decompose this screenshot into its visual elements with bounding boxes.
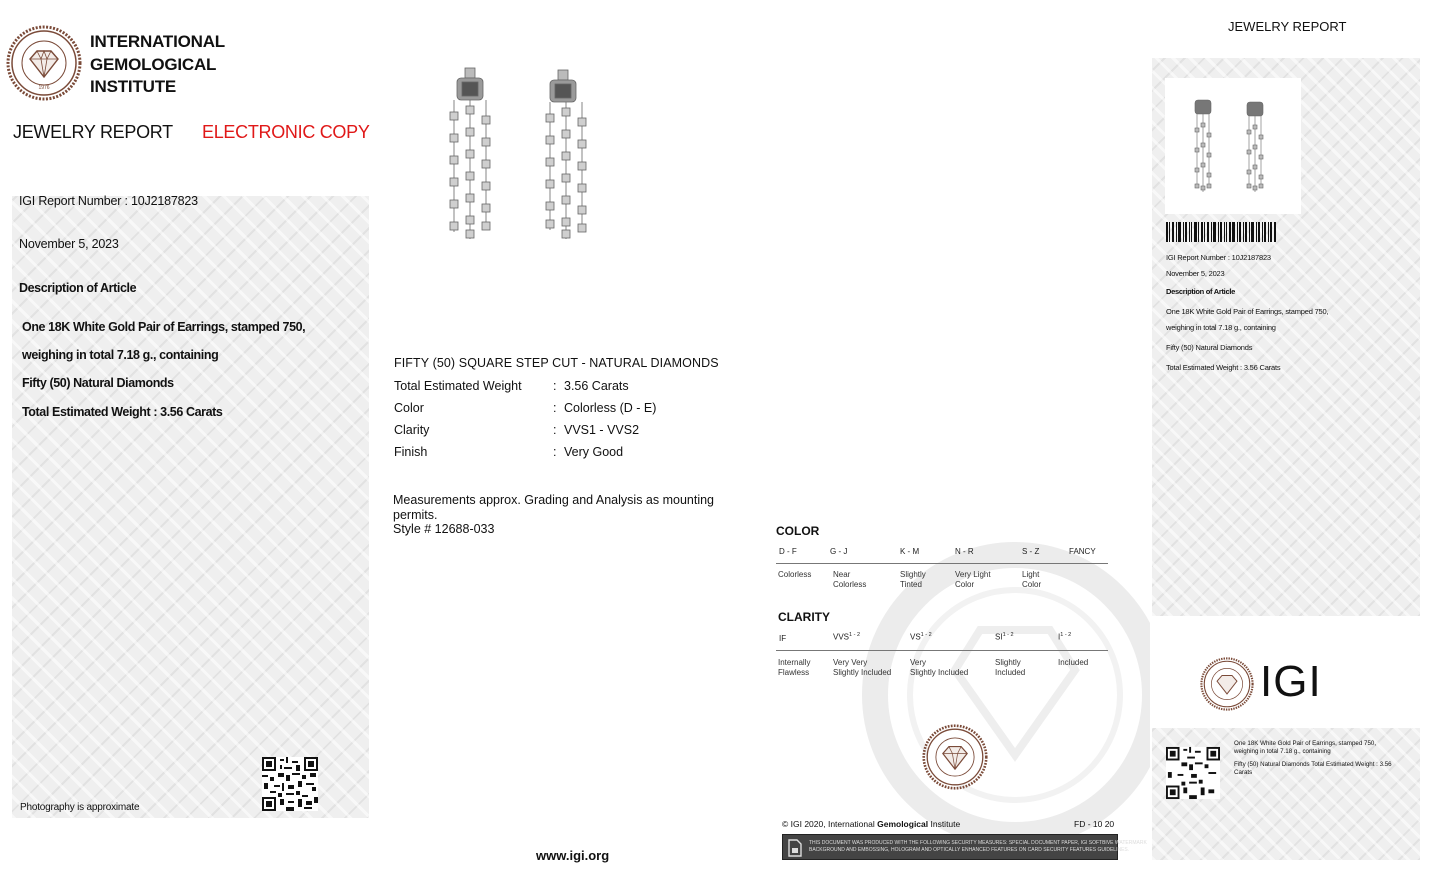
spec-row [394, 401, 734, 415]
card-line: One 18K White Gold Pair of Earrings, stamped 750, [1234, 740, 1377, 747]
card-line: Fifty (50) Natural Diamonds Total Estimated Weight : 3.56 [1234, 761, 1392, 768]
right-report-number: IGI Report Number : 10J2187823 [1166, 253, 1271, 262]
spec-value: VVS1 - VVS2 [564, 423, 640, 437]
color-grade: D - F [779, 547, 797, 556]
institute-line: GEMOLOGICAL [90, 54, 217, 74]
right-description-heading: Description of Article [1166, 287, 1235, 296]
spec-label: Finish [394, 445, 428, 459]
spec-separator: : [553, 379, 557, 393]
color-grade: FANCY [1069, 547, 1096, 556]
description-line: Fifty (50) Natural Diamonds [22, 376, 174, 390]
measurement-notes [393, 493, 714, 537]
card-line: Carats [1234, 769, 1253, 776]
spec-label: Clarity [394, 423, 430, 437]
clarity-grade: IF [779, 634, 787, 643]
spec-value: Colorless (D - E) [564, 401, 657, 415]
description-heading: Description of Article [19, 281, 137, 295]
clarity-description: Internally Flawless [778, 658, 811, 677]
color-grade: S - Z [1022, 547, 1040, 556]
spec-row [394, 423, 734, 437]
clarity-grade: $I^{1 - 2}$ [1058, 632, 1072, 642]
card-line: weighing in total 7.18 g., containing [1234, 748, 1331, 755]
right-qr-code [1166, 745, 1220, 801]
earrings-thumbnail [1165, 78, 1301, 214]
right-description-line: One 18K White Gold Pair of Earrings, stamped 750, [1166, 307, 1329, 316]
photo-note: Photography is approximate [20, 802, 140, 813]
clarity-scale-divider [776, 650, 1108, 651]
document-icon [787, 839, 803, 857]
report-date: November 5, 2023 [19, 237, 119, 251]
report-title: JEWELRY REPORT [13, 122, 173, 142]
right-description-line: Total Estimated Weight : 3.56 Carats [1166, 363, 1281, 372]
color-grade: K - M [900, 547, 920, 556]
copyright: © IGI 2020, International Gemological Institute [782, 819, 961, 829]
spec-label: Color [394, 401, 424, 415]
spec-label: Total Estimated Weight [394, 379, 522, 393]
description-line: Total Estimated Weight : 3.56 Carats [22, 405, 223, 419]
color-description: Near Colorless [833, 570, 867, 589]
top-right-title: JEWELRY REPORT [1228, 19, 1347, 34]
color-grade: N - R [955, 547, 974, 556]
color-description: Light Color [1022, 570, 1042, 589]
qr-code [262, 757, 318, 811]
color-description: Very Light Color [955, 570, 991, 589]
security-strip [782, 834, 1147, 860]
clarity-grade: SI$^{1 - 2}$ [995, 632, 1014, 642]
clarity-description: Included [1058, 658, 1089, 667]
watermark-seal [850, 520, 1150, 840]
clarity-grade: VS$^{1 - 2}$ [910, 632, 932, 642]
igi-logo-text: IGI [1260, 657, 1322, 706]
clarity-description: Very Very Slightly Included [833, 658, 892, 677]
description-line: weighing in total 7.18 g., containing [22, 348, 219, 362]
color-scale-divider [776, 563, 1108, 564]
igi-seal-small [1200, 657, 1254, 711]
color-scale-title: COLOR [776, 524, 820, 538]
institute-name [90, 31, 225, 99]
website: www.igi.org [536, 848, 610, 863]
institute-line: INTERNATIONAL [90, 32, 225, 51]
seal-year: 1976 [38, 85, 50, 91]
right-description-line: weighing in total 7.18 g., containing [1166, 323, 1276, 332]
clarity-scale-title: CLARITY [778, 610, 830, 624]
color-grade: G - J [830, 547, 848, 556]
clarity-grade: VVS$^{1 - 2}$ [833, 632, 861, 642]
specs-heading: FIFTY (50) SQUARE STEP CUT - NATURAL DIAMONDS [394, 356, 719, 370]
spec-value: 3.56 Carats [564, 379, 629, 393]
report-number: IGI Report Number : 10J2187823 [19, 194, 198, 208]
form-code: FD - 10 20 [1074, 819, 1115, 829]
clarity-description: Slightly Included [995, 658, 1026, 677]
spec-separator: : [553, 401, 557, 415]
institute-line: INSTITUTE [90, 77, 177, 96]
spec-value: Very Good [564, 445, 624, 459]
color-description: Slightly Tinted [900, 570, 926, 589]
right-card-text [1234, 740, 1416, 777]
note-line: permits. [393, 507, 438, 522]
spec-separator: : [553, 423, 557, 437]
barcode [1166, 222, 1276, 242]
spec-row [394, 379, 734, 393]
electronic-copy-label: ELECTRONIC COPY [202, 122, 370, 142]
right-description-line: Fifty (50) Natural Diamonds [1166, 343, 1253, 352]
spec-row [394, 445, 734, 459]
security-text: THIS DOCUMENT WAS PRODUCED WITH THE FOLLOWING SECURITY MEASURES: SPECIAL DOCUMENT PAPER, IGI SOFTBIVE WATERMARK BACKGROUND AND EMBOSSING, HOLOGRAM AND OPTICALLY ENHANCED FEATURES ON CARD SECURITY FEATURES GUIDELINES. [809, 840, 1147, 853]
description-line: One 18K White Gold Pair of Earrings, stamped 750, [22, 320, 306, 334]
color-description: Colorless [778, 570, 812, 579]
igi-seal-center [922, 724, 988, 790]
style-number: Style # 12688-033 [393, 522, 495, 536]
spec-separator: : [553, 445, 557, 459]
right-report-date: November 5, 2023 [1166, 269, 1225, 278]
note-line: Measurements approx. Grading and Analysis as mounting [393, 493, 715, 507]
clarity-description: Very Slightly Included [910, 658, 969, 677]
igi-seal-logo [6, 25, 82, 101]
earrings-photo [440, 64, 600, 244]
